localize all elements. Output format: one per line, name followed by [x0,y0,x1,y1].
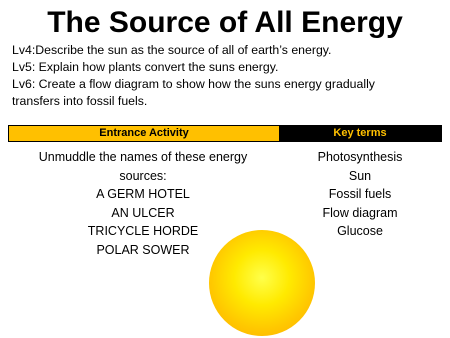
sun-icon [209,230,315,336]
entrance-instruction-continued: sources: [119,168,167,183]
page-title: The Source of All Energy [47,6,403,39]
objective-lv4: Lv4:Describe the sun as the source of all of earth’s energy. [12,43,332,57]
key-term-item: Glucose [337,224,383,238]
key-term-item: Photosynthesis [317,150,403,164]
section-header-bar [8,125,442,142]
key-term-item: Flow diagram [322,205,398,220]
key-term-item: Sun [348,168,372,183]
key-terms-list [278,148,442,241]
anagram-item: A GERM HOTEL [96,187,190,201]
objective-lv5: Lv5: Explain how plants convert the suns energy. [12,60,279,74]
objective-lv6: Lv6: Create a flow diagram to show how the suns energy gradually [12,77,375,91]
key-terms-header: Key terms [279,126,441,141]
objectives-list [12,42,444,110]
objective-lv6-continued: transfers into fossil fuels. [12,94,148,108]
entrance-activity-header: Entrance Activity [9,126,279,141]
anagram-item: TRICYCLE HORDE [87,224,199,238]
anagram-item: AN ULCER [111,205,175,220]
entrance-instruction: Unmuddle the names of these energy [38,150,248,164]
anagram-item: POLAR SOWER [96,242,190,257]
key-term-item: Fossil fuels [328,187,392,201]
